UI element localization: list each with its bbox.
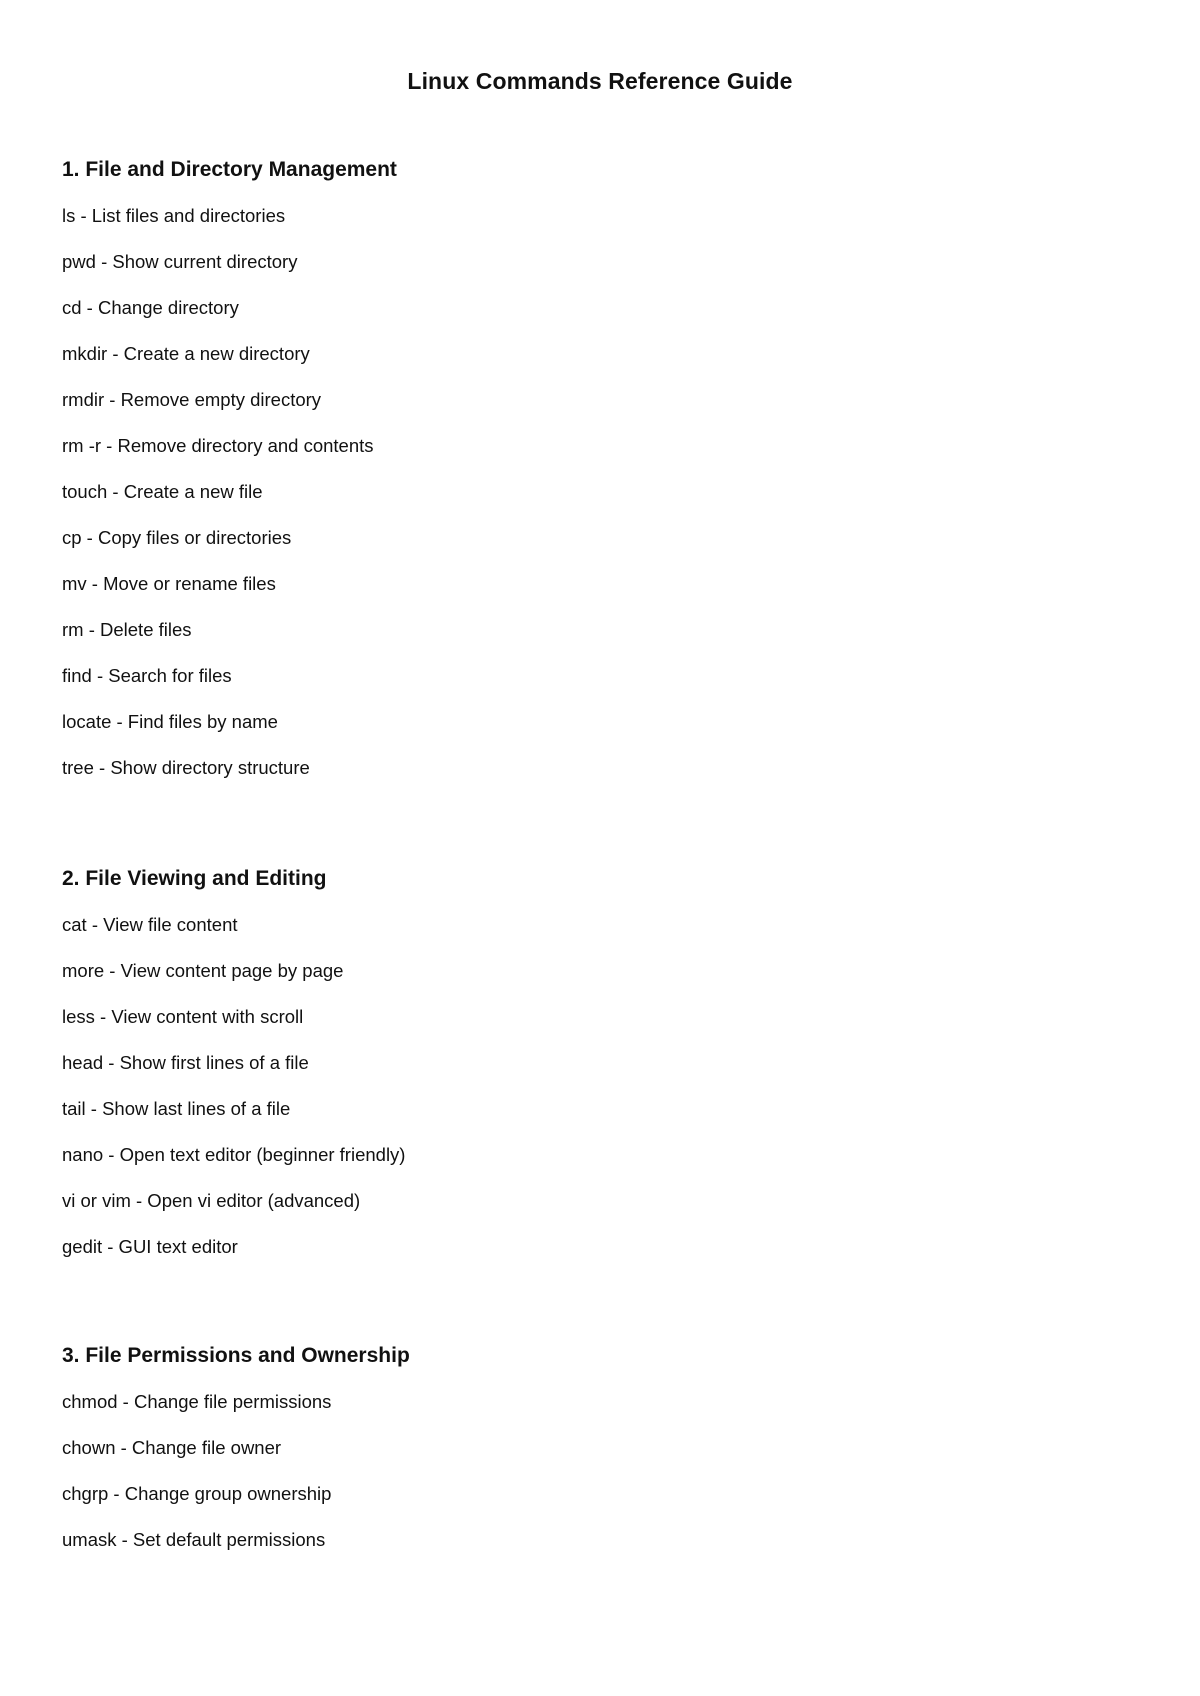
command-item: rm -r - Remove directory and contents	[62, 435, 374, 456]
command-item: tail - Show last lines of a file	[62, 1098, 291, 1119]
section-heading: 3. File Permissions and Ownership	[62, 1344, 410, 1367]
section-heading: 2. File Viewing and Editing	[62, 867, 327, 890]
command-item: ls - List files and directories	[62, 205, 286, 226]
page-title: Linux Commands Reference Guide	[407, 68, 793, 94]
command-item: rmdir - Remove empty directory	[62, 389, 322, 410]
command-item: chmod - Change file permissions	[62, 1391, 332, 1412]
command-list	[62, 912, 1142, 1280]
command-item: tree - Show directory structure	[62, 757, 310, 778]
command-item: pwd - Show current directory	[62, 251, 298, 272]
command-item: cd - Change directory	[62, 297, 239, 318]
command-item: vi or vim - Open vi editor (advanced)	[62, 1190, 361, 1211]
command-item: locate - Find files by name	[62, 711, 278, 732]
command-item: mv - Move or rename files	[62, 573, 276, 594]
command-item: gedit - GUI text editor	[62, 1236, 238, 1257]
command-item: less - View content with scroll	[62, 1006, 304, 1027]
section-file-permissions-ownership	[62, 1343, 1142, 1573]
command-list	[62, 203, 1142, 801]
command-item: touch - Create a new file	[62, 481, 263, 502]
command-item: chgrp - Change group ownership	[62, 1483, 332, 1504]
section-heading: 1. File and Directory Management	[62, 158, 397, 181]
command-item: cat - View file content	[62, 914, 238, 935]
command-item: nano - Open text editor (beginner friendly)	[62, 1144, 406, 1165]
command-item: mkdir - Create a new directory	[62, 343, 310, 364]
command-item: more - View content page by page	[62, 960, 344, 981]
command-item: head - Show first lines of a file	[62, 1052, 309, 1073]
command-item: chown - Change file owner	[62, 1437, 282, 1458]
command-item: rm - Delete files	[62, 619, 192, 640]
section-file-viewing-editing	[62, 866, 1142, 1280]
section-file-directory-management	[62, 157, 1142, 801]
command-item: cp - Copy files or directories	[62, 527, 292, 548]
command-item: find - Search for files	[62, 665, 232, 686]
command-list	[62, 1389, 1142, 1573]
command-item: umask - Set default permissions	[62, 1529, 326, 1550]
